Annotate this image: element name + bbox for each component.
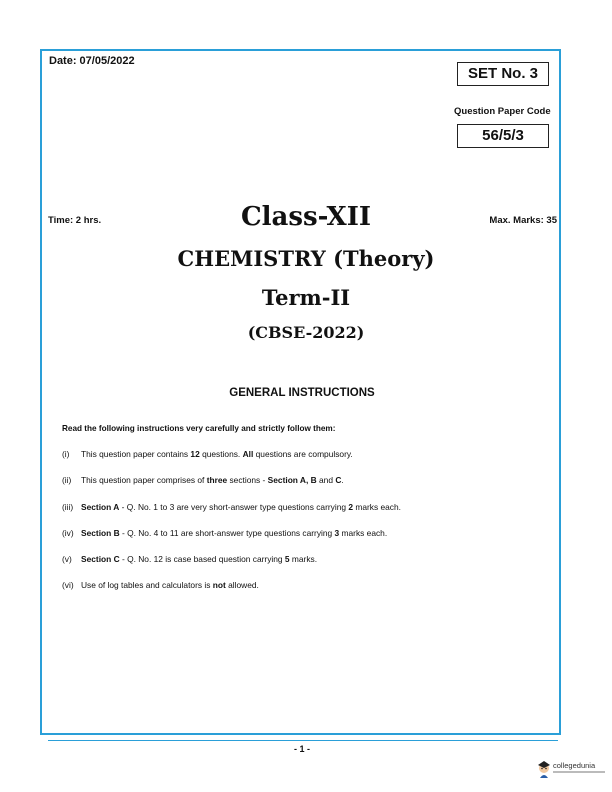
instruction-emphasis: Section C — [81, 554, 120, 565]
instruction-text: Use of log tables and calculators is — [81, 580, 213, 591]
instruction-item — [62, 580, 401, 606]
instruction-emphasis: 2 — [348, 501, 354, 512]
instruction-number: (ii) — [62, 475, 72, 486]
instruction-text: marks. — [289, 554, 318, 565]
student-mascot-icon — [536, 760, 552, 778]
instruction-text: . — [341, 475, 344, 486]
instruction-text: - Q. No. 1 to 3 are very short-answer type questions carrying — [119, 501, 349, 512]
instruction-text: and — [316, 475, 336, 486]
instruction-emphasis: three — [206, 475, 228, 486]
instruction-emphasis: Section B — [81, 527, 120, 538]
instruction-text: allowed. — [225, 580, 259, 591]
exam-date: Date: 07/05/2022 — [49, 55, 135, 67]
instruction-text: This question paper contains — [81, 449, 191, 459]
instruction-emphasis: 12 — [190, 449, 200, 459]
max-marks: Max. Marks: 35 — [489, 215, 557, 226]
term-title: Term-II — [261, 285, 351, 310]
instruction-emphasis: 3 — [334, 527, 340, 538]
instruction-text: marks each. — [339, 527, 388, 538]
instructions-intro: Read the following instructions very carefully and strictly follow them: — [62, 424, 336, 433]
instructions-list — [62, 449, 401, 607]
instruction-text: sections - — [227, 475, 268, 486]
instruction-text: - Q. No. 12 is case based question carrying — [119, 554, 285, 565]
instruction-text: This question paper comprises of — [81, 475, 207, 486]
instruction-text: questions. — [199, 449, 243, 459]
logo-text: collegedunia — [553, 761, 596, 770]
instruction-text: questions are compulsory. — [253, 449, 353, 459]
instructions-heading: GENERAL INSTRUCTIONS — [229, 387, 375, 399]
instruction-item — [62, 449, 401, 475]
instruction-number: (i) — [62, 449, 70, 459]
set-number-box: SET No. 3 — [457, 62, 549, 86]
page-number: - 1 - — [293, 744, 310, 754]
instruction-emphasis: All — [242, 449, 254, 459]
logo-tagline-bar — [553, 771, 605, 773]
class-title: Class-XII — [240, 202, 372, 232]
instruction-number: (v) — [62, 554, 72, 565]
subject-title: CHEMISTRY (Theory) — [177, 246, 435, 271]
instruction-text: - Q. No. 4 to 11 are short-answer type questions carrying — [119, 527, 335, 538]
instruction-text: marks each. — [353, 501, 401, 512]
board-title: (CBSE-2022) — [247, 323, 365, 342]
instruction-item — [62, 475, 401, 501]
question-paper-code-box: 56/5/3 — [457, 124, 549, 148]
instruction-emphasis: 5 — [284, 554, 290, 565]
instruction-emphasis: Section A, B — [267, 475, 317, 486]
question-paper-code-label: Question Paper Code — [454, 106, 551, 117]
instruction-number: (vi) — [62, 580, 74, 591]
instruction-number: (iv) — [62, 527, 74, 538]
collegedunia-logo — [536, 759, 608, 781]
footer-divider — [48, 740, 558, 741]
instruction-emphasis: Section A — [81, 501, 120, 512]
instruction-emphasis: C — [335, 475, 342, 486]
instruction-emphasis: not — [212, 580, 226, 591]
instruction-item — [62, 502, 401, 528]
exam-duration: Time: 2 hrs. — [48, 215, 102, 226]
instruction-number: (iii) — [62, 501, 74, 512]
instruction-item — [62, 554, 401, 580]
instruction-item — [62, 528, 401, 554]
